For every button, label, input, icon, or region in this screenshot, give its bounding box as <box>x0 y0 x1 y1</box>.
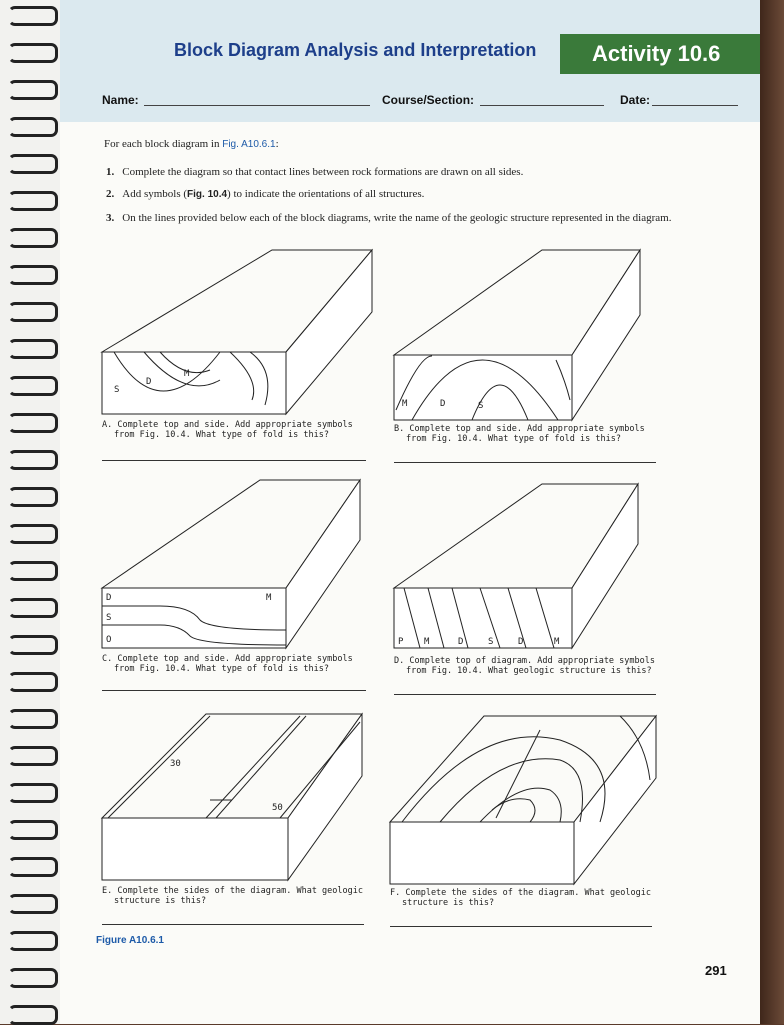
diagram-f <box>390 716 656 884</box>
label-d-p: P <box>398 637 404 647</box>
activity-badge: Activity 10.6 <box>560 34 760 74</box>
label-c-s: S <box>106 613 112 623</box>
label-e-dip50: 50 <box>272 803 283 813</box>
answer-line-a[interactable] <box>102 460 366 461</box>
label-c-o: O <box>106 635 112 645</box>
answer-line-b[interactable] <box>394 462 656 463</box>
diagram-a <box>102 250 372 414</box>
spiral-coil <box>8 672 58 692</box>
label-d-d1: D <box>458 637 464 647</box>
label-b-m: M <box>402 399 408 409</box>
spiral-coil <box>8 487 58 507</box>
spiral-coil <box>8 524 58 544</box>
figure-reference: Fig. A10.6.1 <box>222 139 276 150</box>
answer-line-f[interactable] <box>390 926 652 927</box>
spiral-coil <box>8 783 58 803</box>
answer-line-c[interactable] <box>102 690 366 691</box>
caption-d: D. Complete top of diagram. Add appropriate symbols from Fig. 10.4. What geologic structure is this? <box>394 656 655 676</box>
label-c-d: D <box>106 593 112 603</box>
spiral-coil <box>8 228 58 248</box>
step-3: 3. On the lines provided below each of the block diagrams, write the name of the geologic structure represented in the diagram. <box>106 212 672 224</box>
intro-text: For each block diagram in Fig. A10.6.1: <box>104 138 279 150</box>
page-title: Block Diagram Analysis and Interpretation <box>174 40 537 60</box>
block-diagrams <box>60 0 760 1024</box>
page-number: 291 <box>705 963 727 978</box>
spiral-coil <box>8 968 58 988</box>
spiral-coil <box>8 709 58 729</box>
label-c-m: M <box>266 593 272 603</box>
spiral-coil <box>8 894 58 914</box>
diagram-c <box>102 480 360 648</box>
caption-f: F. Complete the sides of the diagram. What geologic structure is this? <box>390 888 651 908</box>
spiral-coil <box>8 746 58 766</box>
spiral-coil <box>8 6 58 26</box>
desk-background <box>758 0 784 1024</box>
worksheet-page <box>60 0 760 1024</box>
label-d-m2: M <box>554 637 560 647</box>
label-d-m1: M <box>424 637 430 647</box>
caption-c: C. Complete top and side. Add appropriate symbols from Fig. 10.4. What type of fold is this? <box>102 654 353 674</box>
spiral-coil <box>8 598 58 618</box>
spiral-coil <box>8 857 58 877</box>
name-label: Name: <box>102 93 139 107</box>
spiral-coil <box>8 191 58 211</box>
spiral-coil <box>8 820 58 840</box>
spiral-coil <box>8 376 58 396</box>
label-a-m: M <box>184 369 190 379</box>
label-b-d: D <box>440 399 446 409</box>
spiral-coil <box>8 339 58 359</box>
spiral-coil <box>8 117 58 137</box>
figure-label: Figure A10.6.1 <box>96 935 164 946</box>
label-e-dip30: 30 <box>170 759 181 769</box>
diagram-d <box>394 484 638 648</box>
label-d-d2: D <box>518 637 524 647</box>
course-label: Course/Section: <box>382 93 475 107</box>
answer-line-d[interactable] <box>394 694 656 695</box>
caption-a: A. Complete top and side. Add appropriate symbols from Fig. 10.4. What type of fold is this? <box>102 420 353 440</box>
answer-line-e[interactable] <box>102 924 364 925</box>
date-label: Date: <box>620 93 651 107</box>
spiral-coil <box>8 80 58 100</box>
spiral-coil <box>8 561 58 581</box>
label-b-s: S <box>478 401 484 411</box>
spiral-coil <box>8 154 58 174</box>
label-a-s: S <box>114 385 120 395</box>
spiral-coil <box>8 265 58 285</box>
spiral-coil <box>8 1005 58 1025</box>
spiral-coil <box>8 413 58 433</box>
caption-b: B. Complete top and side. Add appropriate symbols from Fig. 10.4. What type of fold is this? <box>394 424 645 444</box>
caption-e: E. Complete the sides of the diagram. What geologic structure is this? <box>102 886 363 906</box>
diagram-e <box>102 714 362 880</box>
spiral-coil <box>8 635 58 655</box>
step-2: 2. Add symbols (Fig. 10.4) to indicate the orientations of all structures. <box>106 188 425 200</box>
spiral-coil <box>8 931 58 951</box>
spiral-coil <box>8 43 58 63</box>
spiral-binding <box>0 0 62 1024</box>
label-a-d: D <box>146 377 152 387</box>
spiral-coil <box>8 450 58 470</box>
label-d-s: S <box>488 637 494 647</box>
diagram-b <box>394 250 640 420</box>
step-1: 1. Complete the diagram so that contact lines between rock formations are drawn on all sides. <box>106 166 524 178</box>
spiral-coil <box>8 302 58 322</box>
